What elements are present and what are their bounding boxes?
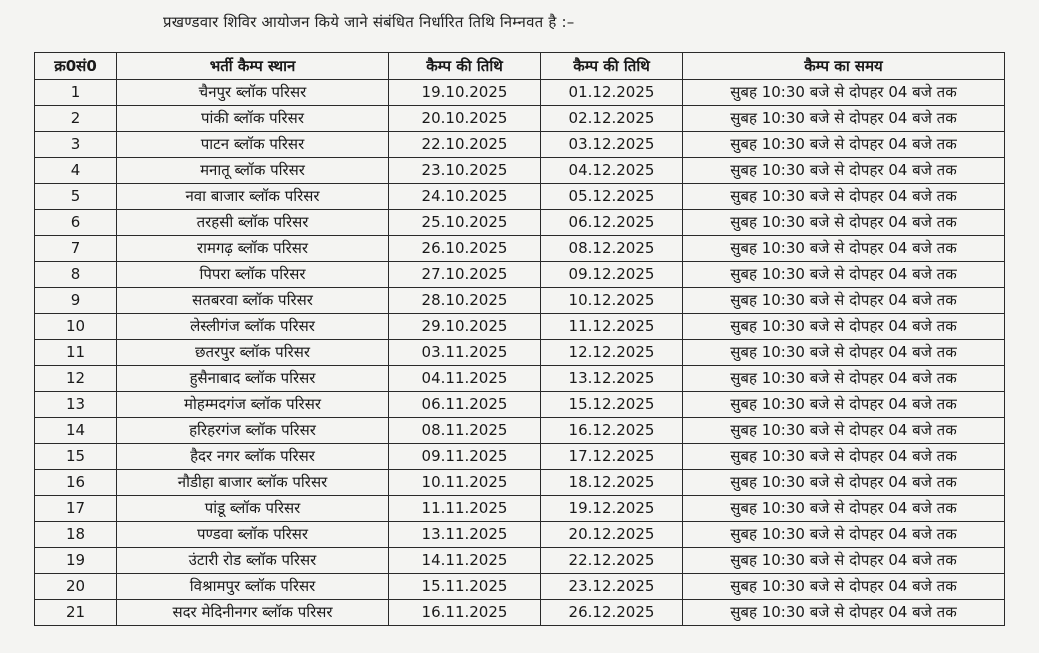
table-row — [35, 158, 1005, 184]
serial-number-cell: 11 — [35, 340, 117, 366]
camp-date-first-cell: 03.11.2025 — [389, 340, 541, 366]
camp-time-cell: सुबह 10:30 बजे से दोपहर 04 बजे तक — [683, 210, 1005, 236]
camp-date-first-cell: 10.11.2025 — [389, 470, 541, 496]
camp-time-cell: सुबह 10:30 बजे से दोपहर 04 बजे तक — [683, 574, 1005, 600]
camp-date-second-cell: 23.12.2025 — [541, 574, 683, 600]
camp-date-first-cell: 13.11.2025 — [389, 522, 541, 548]
serial-number-cell: 5 — [35, 184, 117, 210]
camp-date-first-cell: 14.11.2025 — [389, 548, 541, 574]
serial-number-cell: 19 — [35, 548, 117, 574]
serial-number-cell: 6 — [35, 210, 117, 236]
header-camp-location: भर्ती कैम्प स्थान — [117, 53, 389, 80]
camp-location-cell: हरिहरगंज ब्लॉक परिसर — [117, 418, 389, 444]
camp-date-second-cell: 02.12.2025 — [541, 106, 683, 132]
camp-time-cell: सुबह 10:30 बजे से दोपहर 04 बजे तक — [683, 236, 1005, 262]
camp-date-first-cell: 16.11.2025 — [389, 600, 541, 626]
camp-time-cell: सुबह 10:30 बजे से दोपहर 04 बजे तक — [683, 314, 1005, 340]
table-row — [35, 392, 1005, 418]
header-camp-date-second: कैम्प की तिथि — [541, 53, 683, 80]
serial-number-cell: 4 — [35, 158, 117, 184]
camp-date-second-cell: 13.12.2025 — [541, 366, 683, 392]
table-row — [35, 288, 1005, 314]
serial-number-cell: 12 — [35, 366, 117, 392]
camp-time-cell: सुबह 10:30 बजे से दोपहर 04 बजे तक — [683, 392, 1005, 418]
camp-location-cell: चैनपुर ब्लॉक परिसर — [117, 80, 389, 106]
camp-date-second-cell: 06.12.2025 — [541, 210, 683, 236]
serial-number-cell: 18 — [35, 522, 117, 548]
table-row — [35, 366, 1005, 392]
serial-number-cell: 9 — [35, 288, 117, 314]
serial-number-cell: 17 — [35, 496, 117, 522]
table-header-row — [35, 53, 1005, 80]
camp-time-cell: सुबह 10:30 बजे से दोपहर 04 बजे तक — [683, 496, 1005, 522]
serial-number-cell: 14 — [35, 418, 117, 444]
camp-location-cell: पांकी ब्लॉक परिसर — [117, 106, 389, 132]
table-row — [35, 522, 1005, 548]
camp-location-cell: हुसैनाबाद ब्लॉक परिसर — [117, 366, 389, 392]
table-row — [35, 132, 1005, 158]
camp-time-cell: सुबह 10:30 बजे से दोपहर 04 बजे तक — [683, 548, 1005, 574]
page-heading: प्रखण्डवार शिविर आयोजन किये जाने संबंधित निर्धारित तिथि निम्नवत है :– — [163, 13, 575, 31]
camp-location-cell: पांडू ब्लॉक परिसर — [117, 496, 389, 522]
camp-time-cell: सुबह 10:30 बजे से दोपहर 04 बजे तक — [683, 132, 1005, 158]
camp-location-cell: हैदर नगर ब्लॉक परिसर — [117, 444, 389, 470]
table-row — [35, 210, 1005, 236]
camp-date-first-cell: 06.11.2025 — [389, 392, 541, 418]
camp-location-cell: नवा बाजार ब्लॉक परिसर — [117, 184, 389, 210]
camp-date-second-cell: 20.12.2025 — [541, 522, 683, 548]
camp-time-cell: सुबह 10:30 बजे से दोपहर 04 बजे तक — [683, 262, 1005, 288]
camp-schedule-table — [34, 52, 1005, 626]
camp-date-second-cell: 26.12.2025 — [541, 600, 683, 626]
camp-date-first-cell: 26.10.2025 — [389, 236, 541, 262]
camp-location-cell: पाटन ब्लॉक परिसर — [117, 132, 389, 158]
camp-date-second-cell: 15.12.2025 — [541, 392, 683, 418]
serial-number-cell: 1 — [35, 80, 117, 106]
camp-location-cell: सतबरवा ब्लॉक परिसर — [117, 288, 389, 314]
table-row — [35, 496, 1005, 522]
serial-number-cell: 15 — [35, 444, 117, 470]
camp-time-cell: सुबह 10:30 बजे से दोपहर 04 बजे तक — [683, 158, 1005, 184]
camp-time-cell: सुबह 10:30 बजे से दोपहर 04 बजे तक — [683, 600, 1005, 626]
camp-date-second-cell: 16.12.2025 — [541, 418, 683, 444]
camp-date-first-cell: 23.10.2025 — [389, 158, 541, 184]
header-camp-date-first: कैम्प की तिथि — [389, 53, 541, 80]
serial-number-cell: 7 — [35, 236, 117, 262]
camp-location-cell: उंटारी रोड ब्लॉक परिसर — [117, 548, 389, 574]
serial-number-cell: 10 — [35, 314, 117, 340]
camp-date-second-cell: 03.12.2025 — [541, 132, 683, 158]
table-row — [35, 418, 1005, 444]
camp-date-first-cell: 11.11.2025 — [389, 496, 541, 522]
serial-number-cell: 21 — [35, 600, 117, 626]
camp-date-first-cell: 19.10.2025 — [389, 80, 541, 106]
camp-date-second-cell: 12.12.2025 — [541, 340, 683, 366]
table-row — [35, 236, 1005, 262]
table-row — [35, 444, 1005, 470]
table-row — [35, 574, 1005, 600]
camp-date-first-cell: 08.11.2025 — [389, 418, 541, 444]
table-row — [35, 548, 1005, 574]
camp-location-cell: सदर मेदिनीनगर ब्लॉक परिसर — [117, 600, 389, 626]
camp-date-second-cell: 19.12.2025 — [541, 496, 683, 522]
camp-time-cell: सुबह 10:30 बजे से दोपहर 04 बजे तक — [683, 366, 1005, 392]
camp-date-first-cell: 24.10.2025 — [389, 184, 541, 210]
camp-date-first-cell: 28.10.2025 — [389, 288, 541, 314]
camp-location-cell: छतरपुर ब्लॉक परिसर — [117, 340, 389, 366]
serial-number-cell: 2 — [35, 106, 117, 132]
camp-date-second-cell: 09.12.2025 — [541, 262, 683, 288]
table-row — [35, 184, 1005, 210]
camp-time-cell: सुबह 10:30 बजे से दोपहर 04 बजे तक — [683, 522, 1005, 548]
camp-location-cell: नौडीहा बाजार ब्लॉक परिसर — [117, 470, 389, 496]
serial-number-cell: 3 — [35, 132, 117, 158]
table-row — [35, 340, 1005, 366]
serial-number-cell: 20 — [35, 574, 117, 600]
camp-date-first-cell: 15.11.2025 — [389, 574, 541, 600]
camp-time-cell: सुबह 10:30 बजे से दोपहर 04 बजे तक — [683, 80, 1005, 106]
table-row — [35, 470, 1005, 496]
camp-date-first-cell: 25.10.2025 — [389, 210, 541, 236]
camp-time-cell: सुबह 10:30 बजे से दोपहर 04 बजे तक — [683, 106, 1005, 132]
camp-date-second-cell: 22.12.2025 — [541, 548, 683, 574]
table-row — [35, 600, 1005, 626]
table-row — [35, 80, 1005, 106]
header-camp-time: कैम्प का समय — [683, 53, 1005, 80]
camp-time-cell: सुबह 10:30 बजे से दोपहर 04 बजे तक — [683, 444, 1005, 470]
camp-date-second-cell: 04.12.2025 — [541, 158, 683, 184]
camp-date-second-cell: 01.12.2025 — [541, 80, 683, 106]
serial-number-cell: 13 — [35, 392, 117, 418]
serial-number-cell: 16 — [35, 470, 117, 496]
camp-location-cell: तरहसी ब्लॉक परिसर — [117, 210, 389, 236]
camp-location-cell: पिपरा ब्लॉक परिसर — [117, 262, 389, 288]
camp-date-second-cell: 05.12.2025 — [541, 184, 683, 210]
camp-location-cell: विश्रामपुर ब्लॉक परिसर — [117, 574, 389, 600]
camp-date-second-cell: 10.12.2025 — [541, 288, 683, 314]
camp-date-first-cell: 27.10.2025 — [389, 262, 541, 288]
camp-date-second-cell: 17.12.2025 — [541, 444, 683, 470]
camp-location-cell: पण्डवा ब्लॉक परिसर — [117, 522, 389, 548]
camp-date-first-cell: 04.11.2025 — [389, 366, 541, 392]
camp-date-first-cell: 20.10.2025 — [389, 106, 541, 132]
camp-date-second-cell: 08.12.2025 — [541, 236, 683, 262]
table-row — [35, 314, 1005, 340]
camp-time-cell: सुबह 10:30 बजे से दोपहर 04 बजे तक — [683, 288, 1005, 314]
camp-date-first-cell: 09.11.2025 — [389, 444, 541, 470]
table-row — [35, 262, 1005, 288]
header-serial-number: क्र0सं0 — [35, 53, 117, 80]
camp-time-cell: सुबह 10:30 बजे से दोपहर 04 बजे तक — [683, 418, 1005, 444]
camp-time-cell: सुबह 10:30 बजे से दोपहर 04 बजे तक — [683, 184, 1005, 210]
camp-location-cell: मोहम्मदगंज ब्लॉक परिसर — [117, 392, 389, 418]
camp-date-first-cell: 29.10.2025 — [389, 314, 541, 340]
serial-number-cell: 8 — [35, 262, 117, 288]
camp-location-cell: रामगढ़ ब्लॉक परिसर — [117, 236, 389, 262]
camp-time-cell: सुबह 10:30 बजे से दोपहर 04 बजे तक — [683, 470, 1005, 496]
camp-location-cell: लेस्लीगंज ब्लॉक परिसर — [117, 314, 389, 340]
camp-date-second-cell: 18.12.2025 — [541, 470, 683, 496]
camp-time-cell: सुबह 10:30 बजे से दोपहर 04 बजे तक — [683, 340, 1005, 366]
camp-location-cell: मनातू ब्लॉक परिसर — [117, 158, 389, 184]
camp-date-first-cell: 22.10.2025 — [389, 132, 541, 158]
table-row — [35, 106, 1005, 132]
camp-date-second-cell: 11.12.2025 — [541, 314, 683, 340]
